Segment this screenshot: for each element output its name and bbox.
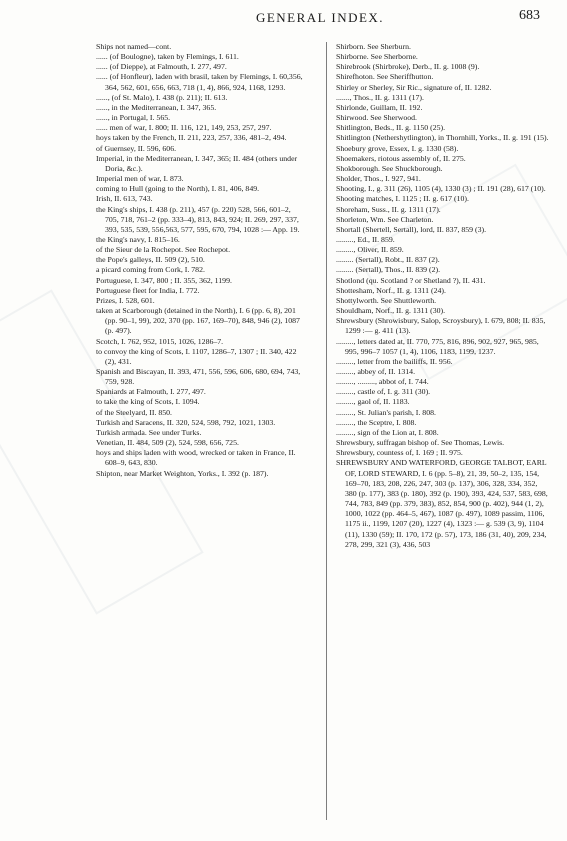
index-entry: Shorleton, Wm. See Charleton.: [336, 214, 434, 224]
index-entry: Prizes, I. 528, 601.: [96, 295, 155, 305]
index-entry: ........., gaol of, II. 1183.: [336, 397, 410, 407]
index-entry: Shotlond (qu. Scotland ? or Shetland ?), II. 431.: [336, 275, 486, 285]
index-entry: ........., ........., abbot of, I. 744.: [336, 377, 429, 387]
index-entry: Shirefhoton. See Sheriffhutton.: [336, 72, 434, 82]
index-entry: ......., Thos., II. g. 1311 (17).: [336, 92, 424, 102]
index-entry: a picard coming from Cork, I. 782.: [96, 265, 205, 275]
index-entry: Shirborne. See Sherborne.: [336, 52, 418, 62]
index-entry: Spanish and Biscayan, II. 393, 471, 556, 596, 606, 680, 694, 743, 759, 928.: [96, 367, 301, 387]
index-entry: ...... (of Honfleur), laden with brasil, taken by Flemings, I. 60,356, 364, 562, 601, 656, 663, 718 (1, 4), 866, 924, 1168, 1293.: [96, 72, 303, 92]
index-entry: ........., sign of the Lion at, I. 808.: [336, 427, 439, 437]
index-entry: of the Steelyard, II. 850.: [96, 407, 172, 417]
index-entry: hoys and ships laden with wood, wrecked or taken in France, II. 608–9, 643, 830.: [96, 448, 296, 468]
index-entry: Shirwood. See Sherwood.: [336, 113, 417, 123]
index-entry: Shirebrook (Shirbroke), Derb., II. g. 1008 (9).: [336, 62, 480, 72]
index-entry: Portuguese fleet for India, I. 772.: [96, 285, 200, 295]
index-entry: of the Sieur de la Rochepot. See Rochepot.: [96, 245, 231, 255]
index-entry: Shipton, near Market Weighton, Yorks., I. 392 (p. 187).: [96, 468, 269, 478]
index-entry: ......... (Sertall), Robt., II. 837 (2).: [336, 255, 440, 265]
index-entry: ...... men of war, I. 800; II. 116, 121, 149, 253, 257, 297.: [96, 123, 272, 133]
index-entry: Irish, II. 613, 743.: [96, 194, 153, 204]
index-entry: Shottylworth. See Shuttleworth.: [336, 295, 437, 305]
index-entry: ........., letters dated at, II. 770, 775, 816, 896, 902, 927, 965, 985, 995, 996–7 1057 (1, 4), 1106, 1183, 1199, 1237.: [336, 336, 539, 356]
index-entry: ........., castle of, I. g. 311 (30).: [336, 387, 431, 397]
index-entry: Shrewsbury, suffragan bishop of. See Thomas, Lewis.: [336, 438, 505, 448]
index-entry: Shooting matches, I. 1125 ; II. g. 617 (10).: [336, 194, 469, 204]
index-entry: taken at Scarborough (detained in the North), I. 6 (pp. 6, 8), 201 (pp. 90–1, 99), 202, 370 (pp. 167, 169–70), 848, 946 (2), 1087 (p. 497).: [96, 306, 300, 336]
running-head: GENERAL INDEX.: [255, 10, 385, 25]
index-entry: Shottesham, Norf., II. g. 1311 (24).: [336, 285, 446, 295]
index-entry: the King's navy, I. 815–16.: [96, 234, 180, 244]
index-entry: Turkish armada. See under Turks.: [96, 427, 202, 437]
index-entry: Turkish and Saracens, II. 320, 524, 598, 792, 1021, 1303.: [96, 417, 276, 427]
index-entry: ........., abbey of, II. 1314.: [336, 367, 416, 376]
index-entry: ........., Oliver, II. 859.: [336, 245, 404, 255]
index-entry: Shokborough. See Shuckborough.: [336, 163, 443, 173]
page-number: 683: [519, 8, 540, 23]
index-column-left: [96, 42, 306, 479]
index-entry: ........., Ed., II. 859.: [336, 234, 395, 244]
index-entry: Sholder, Thos., I. 927, 941.: [336, 174, 421, 184]
index-entry: to convoy the king of Scots, I. 1107, 1286–7, 1307 ; II. 340, 422 (2), 431.: [96, 346, 297, 366]
index-entry: ......, in Portugal, I. 565.: [96, 113, 171, 123]
index-entry: ...... (of Dieppe), at Falmouth, I. 277, 497.: [96, 62, 227, 72]
index-entry: Spaniards at Falmouth, I. 277, 497.: [96, 387, 206, 397]
index-entry: Shoemakers, riotous assembly of, II. 275.: [336, 153, 466, 163]
index-entry: Shortall (Shertell, Sertall), lord, II. 837, 859 (3).: [336, 224, 487, 234]
index-entry: Shirborn. See Sherburn.: [336, 42, 411, 51]
column-divider: [326, 42, 327, 820]
index-entry: Shrewsbury, countess of, I. 169 ; II. 975.: [336, 448, 463, 458]
index-entry: the Pope's galleys, II. 509 (2), 510.: [96, 255, 205, 265]
index-entry: ......... (Sertall), Thos., II. 839 (2).: [336, 265, 441, 275]
index-entry: ...... (of Boulogne), taken by Flemings, I. 611.: [96, 52, 239, 62]
index-entry: Shirlonde, Guillam, II. 192.: [336, 102, 423, 112]
index-entry: Venetian, II. 484, 509 (2), 524, 598, 656, 725.: [96, 438, 239, 448]
index-entry: hoys taken by the French, II. 211, 223, 257, 336, 481–2, 494.: [96, 133, 287, 143]
index-entry: Ships not named—cont.: [96, 42, 172, 51]
index-entry: Portuguese, I. 347, 800 ; II. 355, 362, 1199.: [96, 275, 232, 285]
index-column-right: [336, 42, 550, 550]
page-header: [100, 8, 540, 30]
index-entry: ........., the Sceptre, I. 808.: [336, 417, 417, 427]
index-entry: Imperial men of war, I. 873.: [96, 174, 184, 184]
index-entry: ......, (of St. Malo), I. 438 (p. 211); II. 613.: [96, 92, 228, 102]
index-entry: the King's ships, I. 438 (p. 211), 457 (p. 220) 528, 566, 601–2, 705, 718, 761–2 (pp. 333–4), 813, 843, 924; II. 269, 297, 337, 393, 535, 539, 556,563, 577, 595, 670, 794, 1028 :— App. 19.: [96, 204, 300, 234]
index-entry: Shouldham, Norf., II. g. 1311 (30).: [336, 306, 446, 316]
index-entry: ........., St. Julian's parish, I. 808.: [336, 407, 436, 417]
index-entry: Shitlington, Beds., II. g. 1150 (25).: [336, 123, 446, 133]
index-entry: Shrewsbury (Shrowisbury, Salop, Scroysbury), I. 679, 808; II. 835, 1299 :— g. 411 (13).: [336, 316, 546, 336]
index-entry: ........., letter from the bailiffs, II. 956.: [336, 356, 453, 366]
index-entry: Scotch, I. 762, 952, 1015, 1026, 1286–7.: [96, 336, 224, 346]
index-entry: of Guernsey, II. 596, 606.: [96, 143, 177, 153]
index-entry: Shoreham, Suss., II. g. 1311 (17).: [336, 204, 441, 214]
index-entry: Imperial, in the Mediterranean, I. 347, 365; II. 484 (others under Doria, &c.).: [96, 153, 298, 173]
index-entry: Shirley or Sherley, Sir Ric., signature of, II. 1282.: [336, 82, 492, 92]
index-entry: coming to Hull (going to the North), I. 81, 406, 849.: [96, 184, 260, 194]
index-entry: Shoebury grove, Essex, I. g. 1330 (58).: [336, 143, 459, 153]
index-entry: Shooting, I., g. 311 (26), 1105 (4), 1330 (3) ; II. 191 (28), 617 (10).: [336, 184, 546, 194]
index-entry: SHREWSBURY AND WATERFORD, GEORGE TALBOT, EARL OF, LORD STEWARD, I. 6 (pp. 5–8), 21, 39, 50–2, 135, 154, 169–70, 183, 208, 226, 247, 303 (p. 137), 306, 328, 334, 352, 380 (p. 177), 383 (p. 180), 392 (p. 190), 393, 424, 537, 583, 698, 744, 783, 849 (pp. 379, 383), 852, 854, 900 (p. 402), 944 (1, 2), 1000, 1022 (pp. 464–5, 467), 1087 (p. 497), 1089 passim, 1106, 1175 ii., 1199, 1207 (20), 1227 (4), 1323 :— g. 539 (3, 9), 1104 (11), 1330 (59); II. 170, 172 (p. 57), 173, 186 (31, 40), 209, 234, 278, 299, 321 (3), 436, 503: [336, 458, 548, 549]
index-entry: to take the king of Scots, I. 1094.: [96, 397, 200, 407]
index-entry: Shitlington (Nethershytlington), in Thornhill, Yorks., II. g. 191 (15).: [336, 133, 549, 143]
index-entry: ......, in the Mediterranean, I. 347, 365.: [96, 102, 217, 112]
